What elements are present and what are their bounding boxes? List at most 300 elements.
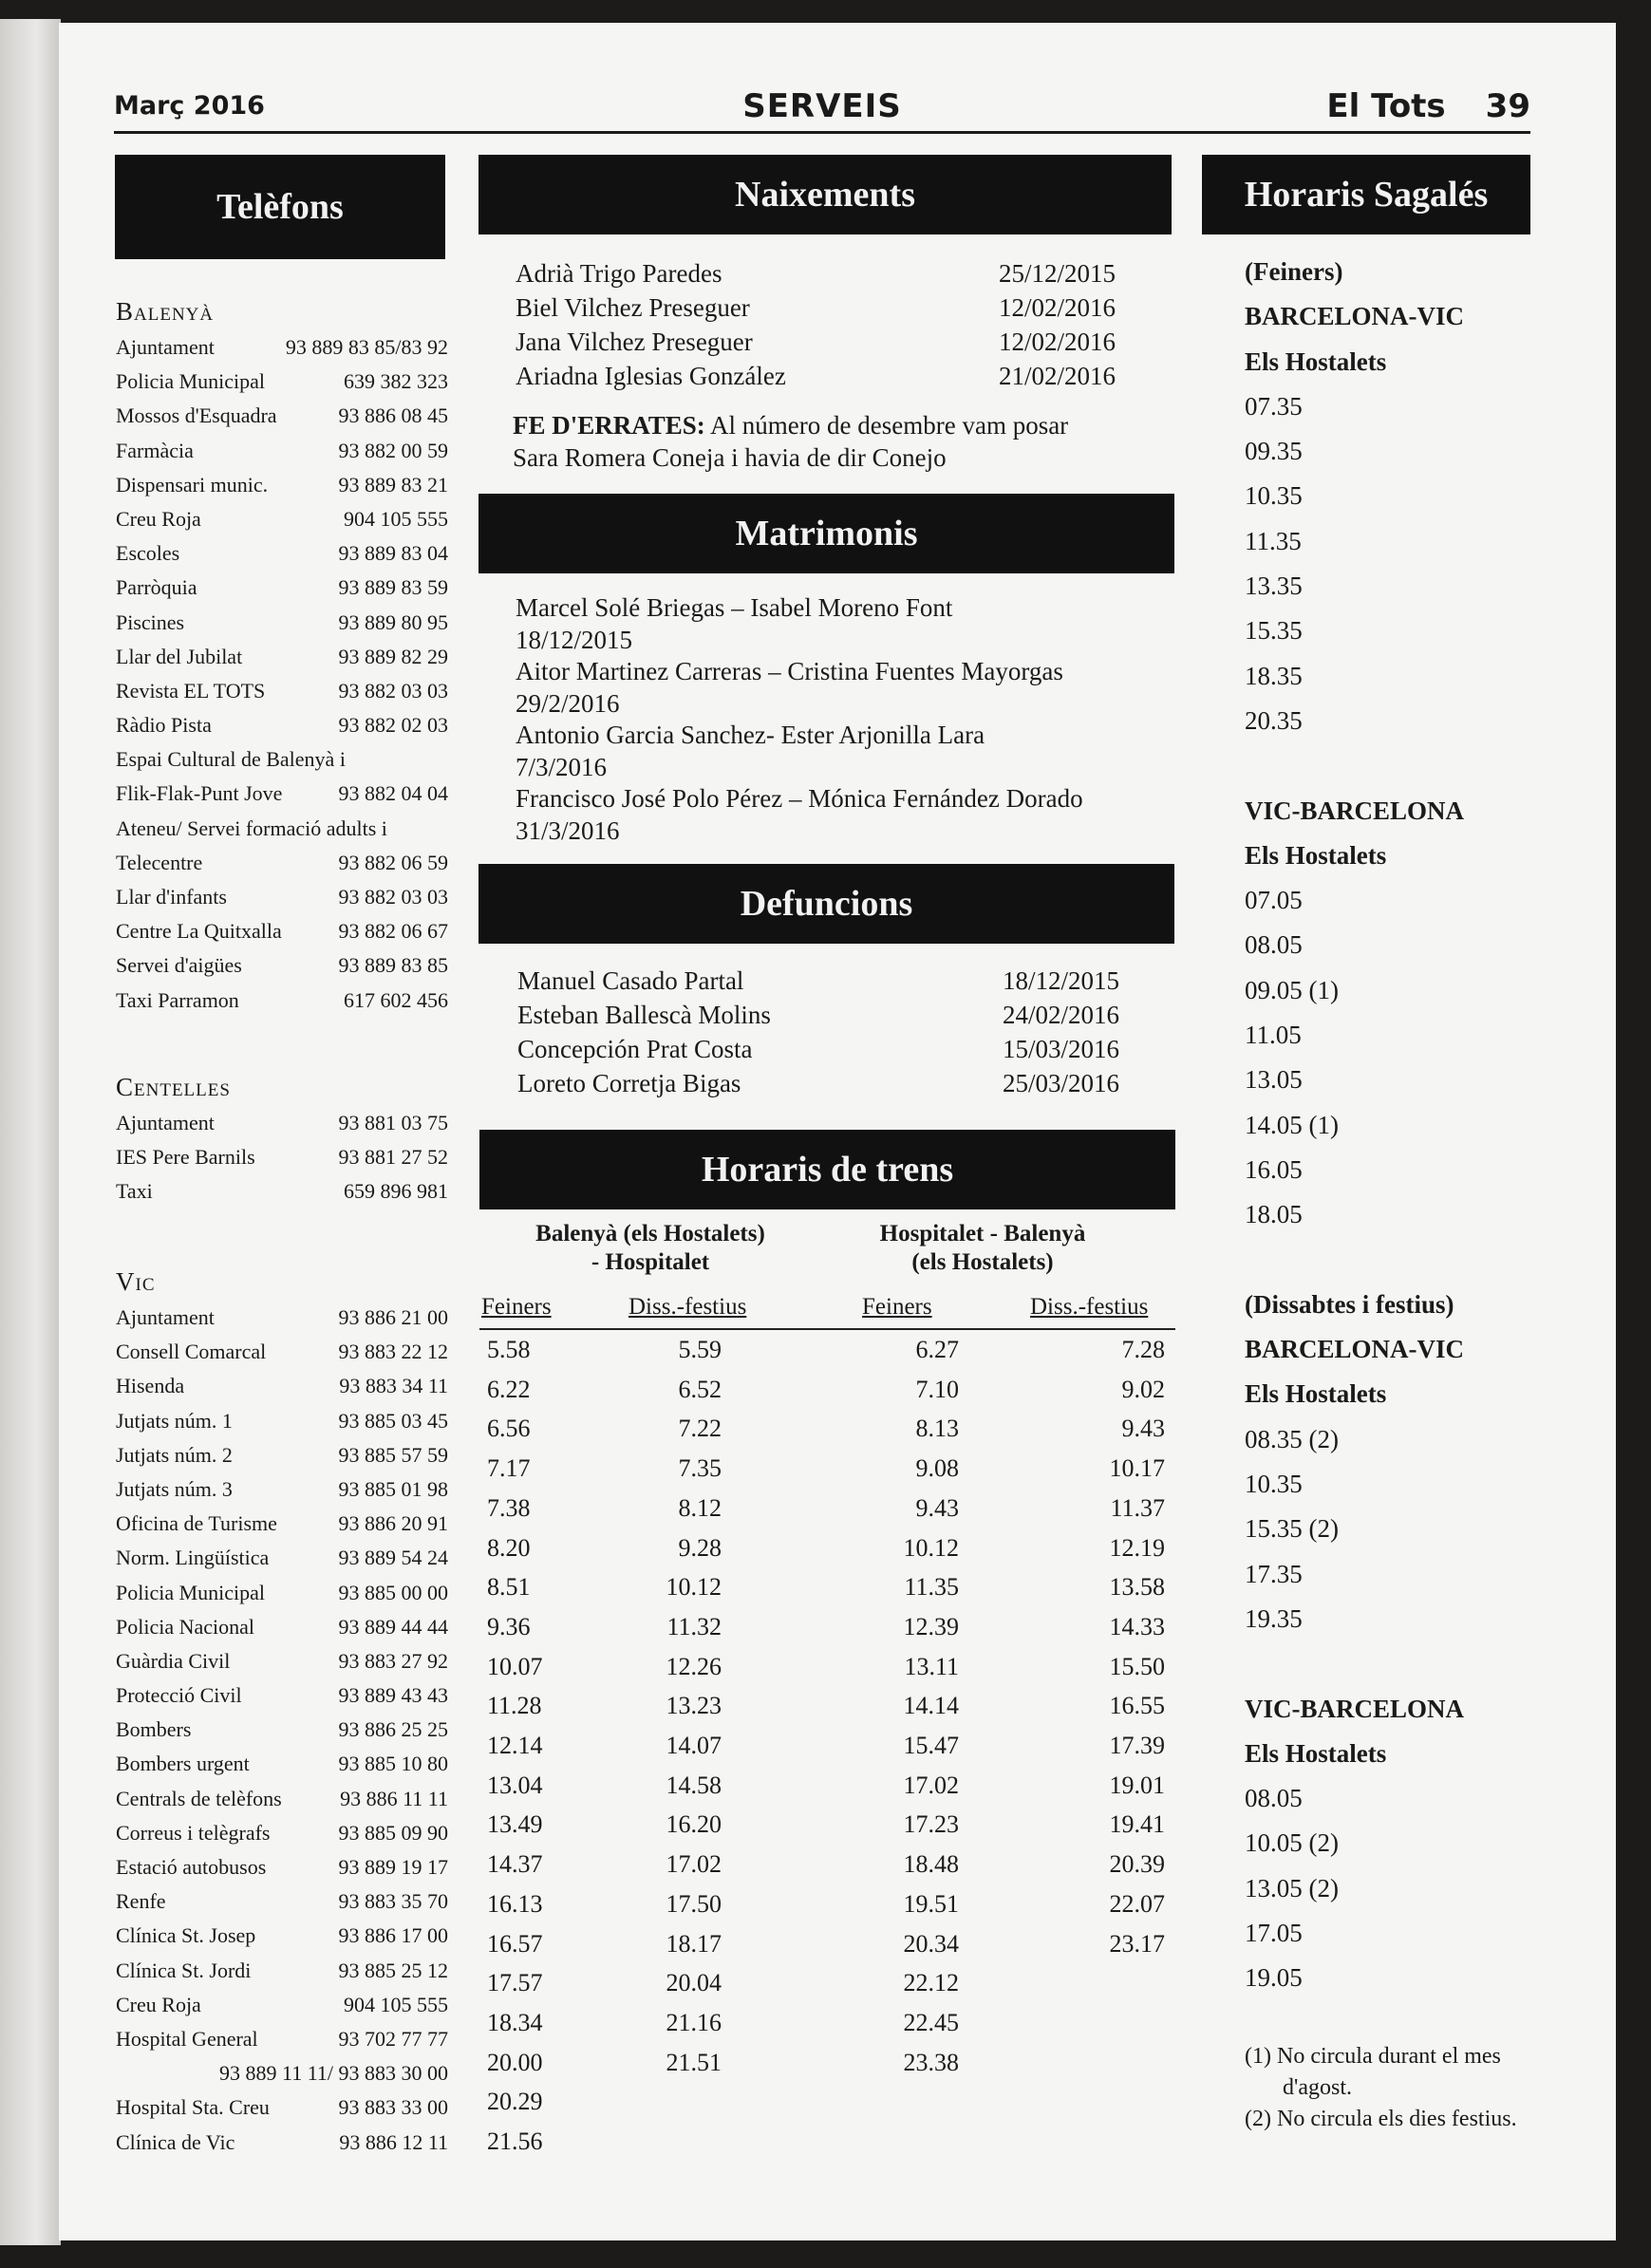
matrimonis-list: [516, 592, 1161, 847]
schedule-heading: VIC-BARCELONA: [1245, 1694, 1465, 1723]
phone-row: [116, 1301, 448, 1335]
phone-number: 93 882 03 03: [338, 885, 448, 909]
contact-name: Norm. Lingüística: [116, 1546, 270, 1570]
contact-name: Ateneu/ Servei formació adults i: [116, 815, 387, 840]
person-name: Loreto Corretja Bigas: [517, 1069, 741, 1097]
phone-row: [116, 399, 448, 433]
phone-number: 93 886 12 11: [339, 2129, 448, 2154]
train-time: 13.58: [1109, 1573, 1165, 1602]
train-time: 12.26: [666, 1652, 722, 1680]
bus-time: 18.35: [1245, 661, 1303, 690]
train-time: 9.08: [915, 1454, 959, 1483]
phone-number: 93 889 54 24: [338, 1546, 448, 1570]
train-time: 21.51: [666, 2048, 722, 2076]
contact-name: Escoles: [116, 541, 180, 566]
bus-time: 11.05: [1245, 1021, 1302, 1050]
train-time: 9.43: [1121, 1415, 1165, 1443]
header-publication: [1326, 87, 1530, 125]
trens-column-headers: [479, 1288, 1175, 1330]
phone-number: 93 885 57 59: [338, 1442, 448, 1467]
person-name: Adrià Trigo Paredes: [516, 259, 722, 288]
contact-name: Espai Cultural de Balenyà i: [116, 747, 346, 772]
note-1: (1) No circula durant el mes d'agost.: [1245, 2044, 1501, 2100]
route-2-heading: [812, 1220, 1154, 1277]
train-time: 13.11: [904, 1652, 959, 1680]
phone-row: [116, 846, 448, 880]
event-date: 18/12/2015: [1002, 966, 1119, 995]
schedule-heading: Els Hostalets: [1245, 347, 1387, 376]
phone-number: 93 889 82 29: [338, 644, 448, 668]
bus-time: 07.35: [1245, 391, 1303, 421]
phone-row: [116, 1472, 448, 1507]
list-item: [516, 256, 1116, 291]
contact-name: Clínica St. Josep: [116, 1923, 256, 1948]
naixements-banner: Naixements: [478, 155, 1172, 234]
train-time: 9.43: [915, 1493, 959, 1522]
train-time: 12.39: [903, 1612, 959, 1640]
contact-name: Taxi Parramon: [116, 987, 239, 1012]
contact-name: Hospital General: [116, 2026, 258, 2051]
train-time: 19.41: [1109, 1810, 1165, 1839]
phone-number: 93 889 83 04: [338, 541, 448, 566]
train-time: 22.12: [903, 1969, 959, 1997]
bus-time: 16.05: [1245, 1154, 1303, 1184]
phone-row: [116, 880, 448, 914]
sagales-banner: Horaris Sagalés: [1202, 155, 1530, 234]
publication-name: El Tots: [1326, 87, 1446, 125]
defuncions-list: [517, 964, 1119, 1100]
route-2-line-1: Hospitalet - Balenyà: [879, 1221, 1086, 1246]
contact-name: IES Pere Barnils: [116, 1145, 255, 1170]
schedule-heading: (Feiners): [1245, 257, 1343, 286]
contact-name: Ajuntament: [116, 335, 215, 359]
col-header-festius-1: Diss.-festius: [629, 1294, 747, 1320]
contact-name: Creu Roja: [116, 506, 201, 531]
phone-number: 93 882 06 59: [338, 850, 448, 874]
phone-row: [116, 708, 448, 742]
phone-number: 93 882 02 03: [338, 713, 448, 738]
phone-number: 93 889 44 44: [338, 1614, 448, 1639]
col-header-feiners-2: Feiners: [862, 1294, 932, 1320]
wedding-date: 7/3/2016: [516, 752, 608, 781]
telefons-banner: Telèfons: [115, 155, 445, 259]
train-time: 13.23: [666, 1692, 722, 1720]
train-time: 5.58: [487, 1336, 531, 1363]
phone-number: 93 883 35 70: [338, 1889, 448, 1914]
event-date: 25/12/2015: [998, 259, 1116, 288]
phone-row: [116, 1782, 448, 1816]
phone-number: 93 889 11 11/ 93 883 30 00: [219, 2061, 448, 2086]
train-time: 23.17: [1109, 1929, 1165, 1958]
route-1-line-1: Balenyà (els Hostalets): [535, 1221, 765, 1246]
phone-row: [116, 1174, 448, 1209]
contact-name: Farmàcia: [116, 438, 194, 462]
list-item: [517, 998, 1119, 1032]
train-time: 7.35: [678, 1454, 722, 1483]
phone-number: 93 889 83 85/83 92: [285, 335, 448, 359]
bus-time: 10.35: [1245, 481, 1303, 511]
train-time: 20.04: [666, 1969, 722, 1997]
event-date: 25/03/2016: [1002, 1069, 1119, 1097]
phone-row: [116, 468, 448, 502]
phone-row: [116, 984, 448, 1018]
phone-number: 93 885 00 00: [338, 1580, 448, 1604]
contact-name: Hisenda: [116, 1374, 185, 1398]
route-2-line-2: (els Hostalets): [911, 1249, 1054, 1275]
phone-number: 93 882 06 67: [338, 919, 448, 944]
train-time: 8.12: [678, 1493, 722, 1522]
phone-number: 93 889 80 95: [338, 609, 448, 634]
phone-number: 93 882 04 04: [338, 781, 448, 806]
bus-time: 10.05 (2): [1245, 1828, 1339, 1858]
phone-group: [116, 1073, 448, 1209]
phone-number: 617 602 456: [344, 987, 448, 1012]
bus-time: 08.35 (2): [1245, 1424, 1339, 1453]
train-time: 8.51: [487, 1573, 531, 1602]
page-number: 39: [1485, 87, 1530, 125]
bus-time: 17.35: [1245, 1559, 1303, 1588]
train-time: 7.38: [487, 1493, 531, 1522]
contact-name: Policia Nacional: [116, 1614, 255, 1639]
phone-row: [116, 502, 448, 536]
contact-name: Oficina de Turisme: [116, 1511, 277, 1536]
couple-names: Aitor Martinez Carreras – Cristina Fuentes Mayorgas: [516, 657, 1063, 685]
phone-row: [116, 1140, 448, 1174]
errata-line-2: Sara Romera Coneja i havia de dir Conejo: [513, 442, 947, 472]
train-time: 6.52: [678, 1375, 722, 1403]
naixements-list: [516, 256, 1116, 393]
contact-name: Ajuntament: [116, 1111, 215, 1134]
contact-name: Policia Municipal: [116, 1580, 266, 1604]
phone-number: 93 882 00 59: [338, 438, 448, 462]
schedule-heading: BARCELONA-VIC: [1245, 302, 1465, 331]
phone-row: [116, 1747, 448, 1781]
train-time: 14.33: [1109, 1612, 1165, 1640]
bus-time: 13.05 (2): [1245, 1873, 1339, 1902]
bus-time: 19.05: [1245, 1963, 1303, 1993]
errata-line-1: Al número de desembre vam posar: [704, 411, 1069, 440]
trens-table: [479, 1220, 1175, 2155]
contact-name: Guàrdia Civil: [116, 1648, 231, 1673]
phone-row: [116, 1678, 448, 1713]
event-date: 21/02/2016: [998, 362, 1116, 390]
train-time: 21.56: [487, 2127, 543, 2155]
contact-name: Servei d'aigües: [116, 953, 242, 978]
train-time: 10.17: [1109, 1454, 1165, 1483]
phone-row: [116, 777, 448, 811]
phone-number: 93 885 01 98: [338, 1476, 448, 1501]
phone-row: [116, 1576, 448, 1610]
bus-time: 09.05 (1): [1245, 975, 1339, 1004]
phone-number: 93 886 21 00: [338, 1305, 448, 1329]
phone-row: [116, 434, 448, 468]
contact-name: Mossos d'Esquadra: [116, 403, 277, 428]
event-date: 24/02/2016: [1002, 1001, 1119, 1029]
list-item: [517, 964, 1119, 998]
train-time: 6.27: [915, 1336, 959, 1363]
person-name: Biel Vilchez Preseguer: [516, 293, 750, 322]
phone-number: 93 889 43 43: [338, 1683, 448, 1708]
train-time: 15.47: [903, 1732, 959, 1759]
contact-name: Centrals de telèfons: [116, 1786, 282, 1810]
town-name: Centelles: [116, 1073, 231, 1101]
town-name: Balenyà: [116, 297, 215, 326]
phone-row: [116, 1816, 448, 1850]
train-time: 8.13: [915, 1415, 959, 1443]
spacer: [1245, 1641, 1539, 1686]
train-time: 11.28: [487, 1692, 542, 1720]
train-time: 14.37: [487, 1850, 543, 1879]
phone-row: [116, 536, 448, 571]
bus-time: 19.35: [1245, 1603, 1303, 1633]
contact-name: Parròquia: [116, 575, 197, 600]
event-date: 12/02/2016: [998, 293, 1116, 322]
train-time: 17.23: [903, 1810, 959, 1839]
col-header-feiners-1: Feiners: [481, 1294, 552, 1320]
phone-number: 93 885 25 12: [338, 1958, 448, 1982]
bus-time: 08.05: [1245, 1784, 1303, 1813]
phone-group: [116, 1267, 448, 2160]
train-time: 14.58: [666, 1771, 722, 1799]
train-time: 20.29: [487, 2088, 543, 2116]
phone-number: 93 702 77 77: [338, 2026, 448, 2051]
train-time: 6.22: [487, 1375, 531, 1403]
couple-names: Antonio Garcia Sanchez- Ester Arjonilla Lara: [516, 721, 985, 749]
train-time: 17.50: [666, 1889, 722, 1918]
phone-row: [116, 812, 448, 846]
train-time: 6.56: [487, 1415, 531, 1443]
train-time: 22.45: [903, 2008, 959, 2036]
train-time: 17.02: [666, 1850, 722, 1879]
list-item: [516, 291, 1116, 325]
bus-time: 17.05: [1245, 1918, 1303, 1947]
phone-row: [116, 1106, 448, 1140]
bus-time: 13.35: [1245, 572, 1303, 601]
phone-number: 904 105 555: [344, 1992, 448, 2016]
train-time: 21.16: [666, 2008, 722, 2036]
page-edge-left: [0, 19, 61, 2245]
train-time: 13.49: [487, 1810, 543, 1839]
phone-number: 904 105 555: [344, 506, 448, 531]
contact-name: Estació autobusos: [116, 1855, 267, 1879]
train-time: 9.02: [1121, 1375, 1165, 1403]
phone-row: [116, 2022, 448, 2056]
contact-name: Telecentre: [116, 850, 203, 874]
contact-name: Creu Roja: [116, 1992, 201, 2016]
phone-number: 93 889 83 59: [338, 575, 448, 600]
phone-number: 93 885 09 90: [338, 1820, 448, 1845]
contact-name: Ràdio Pista: [116, 713, 212, 738]
train-time: 7.28: [1121, 1336, 1165, 1363]
bus-time: 15.35 (2): [1245, 1514, 1339, 1544]
phone-row: [116, 1988, 448, 2022]
header-section: SERVEIS: [742, 87, 902, 125]
phone-row: [116, 1438, 448, 1472]
person-name: Jana Vilchez Preseguer: [516, 328, 753, 356]
train-time: 10.12: [903, 1533, 959, 1562]
col-header-festius-2: Diss.-festius: [1030, 1294, 1149, 1320]
phone-row: [116, 2126, 448, 2160]
event-date: 15/03/2016: [1002, 1035, 1119, 1063]
contact-name: Hospital Sta. Creu: [116, 2095, 270, 2120]
contact-name: Jutjats núm. 2: [116, 1442, 233, 1467]
phone-number: 93 883 27 92: [338, 1648, 448, 1673]
bus-time: 15.35: [1245, 616, 1303, 646]
train-time: 12.19: [1109, 1533, 1165, 1562]
phone-row: [116, 571, 448, 605]
contact-name: Centre La Quitxalla: [116, 919, 282, 944]
header-date: Març 2016: [114, 91, 265, 121]
phone-number: 93 885 10 80: [338, 1752, 448, 1776]
contact-name: Renfe: [116, 1889, 166, 1914]
phone-number: 639 382 323: [344, 369, 448, 394]
phone-row: [116, 2090, 448, 2125]
contact-name: Consell Comarcal: [116, 1340, 267, 1364]
train-time: 7.22: [678, 1415, 722, 1443]
phone-row: [116, 365, 448, 399]
phone-row: [116, 1850, 448, 1884]
schedule-heading: VIC-BARCELONA: [1245, 796, 1465, 825]
phone-number: 93 883 33 00: [338, 2095, 448, 2120]
contact-name: Clínica de Vic: [116, 2129, 235, 2154]
contact-name: Jutjats núm. 3: [116, 1476, 233, 1501]
train-time: 15.50: [1109, 1652, 1165, 1680]
train-time: 12.14: [487, 1732, 543, 1759]
errata: [513, 410, 1158, 474]
train-time: 11.35: [904, 1573, 959, 1602]
person-name: Ariadna Iglesias González: [516, 362, 786, 390]
train-time: 14.07: [666, 1732, 722, 1759]
phone-row: [116, 674, 448, 708]
page-header: [114, 87, 1530, 134]
contact-name: Piscines: [116, 609, 185, 634]
phone-number: 93 881 03 75: [338, 1111, 448, 1134]
train-time: 11.32: [666, 1612, 722, 1640]
phone-row: [116, 948, 448, 983]
phone-number: 93 886 17 00: [338, 1923, 448, 1948]
schedule-heading: Els Hostalets: [1245, 1738, 1387, 1768]
phone-number: 93 886 25 25: [338, 1717, 448, 1742]
phone-row: [116, 606, 448, 640]
spacer: [1245, 743, 1539, 788]
bus-time: 08.05: [1245, 930, 1303, 960]
phone-row: [116, 1884, 448, 1919]
spacer: [1245, 1238, 1539, 1283]
wedding-date: 29/2/2016: [516, 688, 620, 718]
defuncions-banner: Defuncions: [478, 864, 1174, 944]
train-time: 19.51: [903, 1889, 959, 1918]
train-time: 16.55: [1109, 1692, 1165, 1720]
wedding-date: 31/3/2016: [516, 815, 620, 845]
contact-name: Clínica St. Jordi: [116, 1958, 252, 1982]
route-1-heading: [479, 1220, 821, 1277]
phone-row: [116, 640, 448, 674]
train-time: 20.00: [487, 2048, 543, 2076]
phone-number: 659 896 981: [344, 1179, 448, 1204]
train-time: 8.20: [487, 1533, 531, 1562]
person-name: Esteban Ballescà Molins: [517, 1001, 771, 1029]
contact-name: Jutjats núm. 1: [116, 1408, 233, 1433]
bus-time: 20.35: [1245, 705, 1303, 735]
phone-row: [116, 2056, 448, 2090]
phone-number: 93 881 27 52: [338, 1145, 448, 1170]
bus-time: 18.05: [1245, 1200, 1303, 1229]
trens-banner: Horaris de trens: [479, 1130, 1175, 1209]
phone-row: [116, 1507, 448, 1541]
contact-name: Taxi: [116, 1179, 153, 1204]
phone-number: 93 885 03 45: [338, 1408, 448, 1433]
phone-number: 93 889 83 85: [338, 953, 448, 978]
phone-row: [116, 1541, 448, 1575]
train-time: 19.01: [1109, 1771, 1165, 1799]
contact-name: Revista EL TOTS: [116, 678, 266, 703]
phone-row: [116, 1644, 448, 1678]
train-time: 13.04: [487, 1771, 543, 1799]
train-time: 22.07: [1109, 1889, 1165, 1918]
bus-time: 07.05: [1245, 886, 1303, 915]
person-name: Manuel Casado Partal: [517, 966, 744, 995]
sagales-schedule: [1245, 250, 1539, 2001]
phone-row: [116, 1404, 448, 1438]
schedule-heading: Els Hostalets: [1245, 840, 1387, 870]
phone-number: 93 886 20 91: [338, 1511, 448, 1536]
phone-row: [116, 1713, 448, 1747]
train-time: 5.59: [678, 1336, 722, 1363]
note-2: (2) No circula els dies festius.: [1245, 2107, 1517, 2131]
schedule-heading: BARCELONA-VIC: [1245, 1335, 1465, 1364]
contact-name: Bombers: [116, 1717, 192, 1742]
train-time: 18.34: [487, 2008, 543, 2036]
train-time: 7.17: [487, 1454, 531, 1483]
bus-time: 14.05 (1): [1245, 1110, 1339, 1139]
list-item: [516, 359, 1116, 393]
list-item: [516, 325, 1116, 359]
couple-names: Francisco José Polo Pérez – Mónica Fernández Dorado: [516, 784, 1083, 813]
list-item: [517, 1032, 1119, 1066]
wedding-date: 18/12/2015: [516, 625, 633, 654]
train-time: 16.20: [666, 1810, 722, 1839]
contact-name: Correus i telègrafs: [116, 1820, 271, 1845]
schedule-heading: (Dissabtes i festius): [1245, 1289, 1454, 1319]
train-time: 17.57: [487, 1969, 543, 1997]
train-time: 10.12: [666, 1573, 722, 1602]
bus-time: 09.35: [1245, 437, 1303, 466]
phone-row: [116, 742, 448, 777]
train-time: 10.07: [487, 1652, 543, 1680]
errata-label: FE D'ERRATES:: [513, 411, 705, 440]
train-time: 23.38: [903, 2048, 959, 2076]
train-time: 11.37: [1110, 1493, 1165, 1522]
phone-group: [116, 297, 448, 1018]
route-1-line-2: - Hospitalet: [591, 1249, 710, 1275]
contact-name: Policia Municipal: [116, 369, 266, 394]
train-time: 14.14: [903, 1692, 959, 1720]
train-time: 16.57: [487, 1929, 543, 1958]
contact-name: Llar d'infants: [116, 885, 227, 909]
town-name: Vic: [116, 1267, 156, 1296]
phone-number: 93 889 83 21: [338, 472, 448, 497]
train-time: 16.13: [487, 1889, 543, 1918]
train-time: 18.48: [903, 1850, 959, 1879]
train-time: 17.39: [1109, 1732, 1165, 1759]
phone-row: [116, 914, 448, 948]
train-time: 20.39: [1109, 1850, 1165, 1879]
phone-number: 93 886 11 11: [340, 1786, 448, 1810]
phone-number: 93 882 03 03: [338, 678, 448, 703]
couple-names: Marcel Solé Briegas – Isabel Moreno Font: [516, 593, 953, 622]
phone-row: [116, 1954, 448, 1988]
event-date: 12/02/2016: [998, 328, 1116, 356]
